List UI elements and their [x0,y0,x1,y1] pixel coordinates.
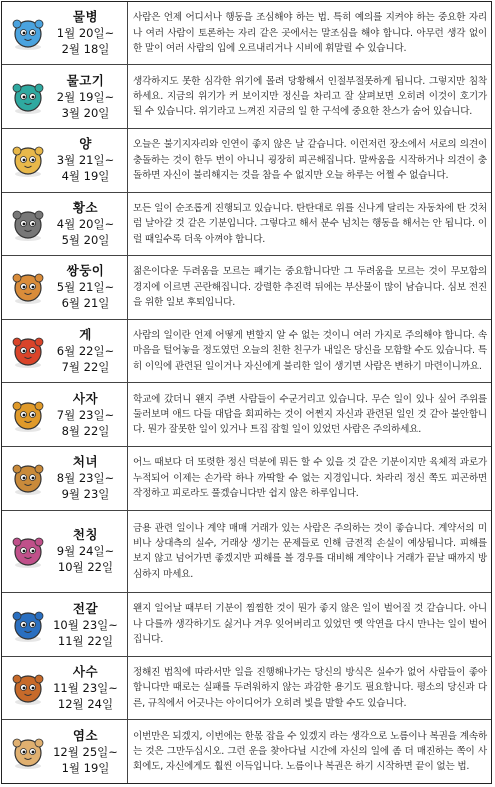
sagittarius-icon [8,668,48,708]
zodiac-row-10 [2,593,491,657]
zodiac-description: 왠지 일어날 때부터 기분이 찜찜한 것이 뭔가 좋지 않은 일이 벌어질 것 같습니다. 아니나 다를까 생각하기도 싫거나 겨우 잊어버리고 있었던 옛 악연을 다시 만나는 일이 벌어집니다. [128,593,492,657]
zodiac-date-end: 3월 20일 [61,105,110,120]
zodiac-sign-cell [2,2,128,65]
zodiac-name: 염소 [72,727,99,743]
zodiac-date-start: 10월 23일~ [53,617,118,632]
gemini-icon [8,267,48,307]
scorpio-icon [8,605,48,645]
zodiac-row-2 [2,65,491,129]
zodiac-sign-cell [2,129,128,193]
zodiac-name: 양 [79,136,92,152]
zodiac-row-12 [2,720,491,783]
zodiac-date-end: 5월 20일 [61,232,110,247]
zodiac-date-end: 11월 22일 [57,633,114,648]
zodiac-name: 게 [79,327,92,343]
zodiac-sign-cell [2,510,128,593]
zodiac-description: 학교에 갔더니 왠지 주변 사람들이 수군거리고 있습니다. 무슨 일이 있나 싶어 주위를 둘러보며 애드 다들 대답을 회피하는 것이 어쩐지 자신과 관련된 일인 것 같아 불안합니다. 뭔가 잘못한 일이 있거나 트집 잡힐 일이 있었던 사람은 주의하세요. [128,383,492,447]
taurus-icon [8,204,48,244]
zodiac-sign-cell [2,656,128,720]
zodiac-date-start: 8월 23일~ [56,471,115,486]
zodiac-date-end: 7월 22일 [61,360,110,375]
zodiac-description: 정해진 법칙에 따라서만 일을 진행해나가는 당신의 방식은 실수가 없어 사람들이 좋아합니다만 때로는 실패를 두려워하지 않는 과감한 용기도 필요합니다. 평소의 당신과 다른, 규칙에서 어긋나는 아이디어가 오히려 빛을 발할 수도 있습니다. [128,656,492,720]
libra-icon [8,531,48,571]
zodiac-name: 처녀 [72,454,99,470]
pisces-icon [8,77,48,117]
virgo-icon [8,458,48,498]
zodiac-date-start: 7월 23일~ [56,407,115,422]
zodiac-description: 모든 일이 순조롭게 진행되고 있습니다. 탄탄대로 위를 신나게 달리는 자동차에 탄 것처럼 날아갈 것 같은 기분입니다. 그렇다고 해서 분수 넘치는 행동을 해서는 안 됩니다. 이럴 때일수록 더욱 아껴야 합니다. [128,192,492,256]
zodiac-date-end: 2월 18일 [61,42,110,57]
horoscope-table-container [1,1,492,784]
zodiac-row-8 [2,446,491,510]
zodiac-name: 천칭 [72,527,99,543]
zodiac-row-7 [2,383,491,447]
zodiac-description: 생각하지도 못한 심각한 위기에 몰려 당황해서 인절부절못하게 됩니다. 그렇지만 침착하세요. 지금의 위기가 커 보이지만 정신을 차리고 잘 살펴보면 오히려 이것이 호기가 될 수 있습니다. 위기라고 느껴진 지금의 일 한 구석에 중요한 찬스가 숨어 있습니다. [128,65,492,129]
zodiac-date-start: 3월 21일~ [56,153,115,168]
zodiac-date-start: 9월 24일~ [56,544,115,559]
zodiac-description: 젊은이다운 두려움을 모르는 패기는 중요합니다만 그 두려움을 모르는 것이 무모함의 경지에 이르면 곤란해집니다. 강렬한 추진력 뒤에는 부산물이 많이 남습니다. 심보 전진을 위한 일보 후퇴입니다. [128,256,492,320]
zodiac-name: 물고기 [66,72,105,88]
zodiac-sign-cell [2,383,128,447]
zodiac-date-start: 11월 23일~ [53,681,118,696]
zodiac-date-end: 1월 19일 [61,760,110,775]
zodiac-row-1 [2,2,491,65]
zodiac-date-end: 10월 22일 [57,560,114,575]
zodiac-name: 황소 [72,199,99,215]
zodiac-sign-cell [2,256,128,320]
zodiac-name: 쌍둥이 [66,263,105,279]
zodiac-date-start: 12월 25일~ [53,744,118,759]
zodiac-sign-cell [2,446,128,510]
zodiac-row-9 [2,510,491,593]
capricorn-icon [8,732,48,772]
zodiac-sign-cell [2,65,128,129]
zodiac-description: 이번만은 되겠지, 이번에는 한몫 잡을 수 있겠지 라는 생각으로 노름이나 복권을 계속하는 것은 그만두십시오. 그런 운을 찾아다닐 시간에 자신의 일에 좀 더 매진하는 쪽이 사회에도, 자신에게도 훨씬 이득입니다. 노름이나 복권은 하기 시작하면 끝이 없는 법. [133,730,487,773]
zodiac-description: 사람은 언제 어디서나 행동을 조심해야 하는 법. 특히 예의를 지켜야 하는 중요한 자리나 여러 사람이 토론하는 자리 같은 곳에서는 말조심을 해야 합니다. 아무런 생각 없이 한 말이 여러 사람의 입에 오르내리거나 시비에 휘말릴 수 있습니다. [128,2,492,65]
zodiac-name: 사자 [72,390,99,406]
leo-icon [8,395,48,435]
zodiac-name: 물병 [72,9,99,25]
zodiac-description: 오늘은 불기지자리와 인연이 좋지 않은 날 같습니다. 이런저런 장소에서 서로의 의견이 충돌하는 것이 한두 번이 아니니 굉장히 피곤해집니다. 말싸움을 시작하거나 의견이 충돌하면 자신이 불리해지는 것을 참을 수 없지만 오늘 하루는 어쩔 수 없습니다. [128,129,492,193]
zodiac-row-5 [2,256,491,320]
zodiac-date-start: 1월 20일~ [56,26,115,41]
zodiac-description: 어느 때보다 더 또렷한 정신 덕분에 뭐든 할 수 있을 것 같은 기분이지만 육체적 과로가 누적되어 이제는 손가락 하나 까딱할 수 없는 지경입니다. 차라리 정신 쪽도 피곤하면 작정하고 피로라도 풀겠습니다만 쉽지 않은 하루입니다. [128,446,492,510]
zodiac-row-4 [2,192,491,256]
zodiac-date-end: 8월 22일 [61,423,110,438]
zodiac-date-end: 12월 24일 [57,697,114,712]
zodiac-row-6 [2,319,491,383]
zodiac-row-11 [2,656,491,720]
zodiac-sign-cell [2,720,128,783]
zodiac-sign-cell [2,192,128,256]
zodiac-row-3 [2,129,491,193]
zodiac-date-start: 2월 19일~ [56,89,115,104]
aries-icon [8,140,48,180]
cancer-icon [8,331,48,371]
zodiac-sign-cell [2,593,128,657]
zodiac-date-start: 4월 20일~ [56,216,115,231]
zodiac-name: 사수 [72,664,99,680]
zodiac-date-start: 5월 21일~ [56,280,115,295]
horoscope-table [2,2,491,783]
zodiac-date-end: 9월 23일 [61,487,110,502]
zodiac-sign-cell [2,319,128,383]
zodiac-date-end: 4월 19일 [61,169,110,184]
aquarius-icon [8,13,48,53]
zodiac-description: 사람의 일이란 언제 어떻게 변할지 알 수 없는 것이니 여러 가지로 주의해야 합니다. 속마음을 털어놓을 정도였던 오늘의 친한 친구가 내일은 당신을 모함할 수도 있습니다. 특히 이익에 관련된 일이거나 자신에게 불리한 일이 생기면 사람은 변하기 마련이니까요. [128,319,492,383]
zodiac-description: 금용 관련 일이나 계약 매매 거래가 있는 사람은 주의하는 것이 좋습니다. 계약서의 미비나 상대측의 실수, 거래상 생기는 문제들로 인해 금전적 손실이 예상됩니다. 피해를 보지 않고 넘어가면 좋겠지만 피해를 볼 경우를 대비해 계약이나 거래가 끝날 때까지 방심하지 마세요. [128,510,492,593]
zodiac-name: 전갈 [72,600,99,616]
zodiac-date-start: 6월 22일~ [56,344,115,359]
zodiac-date-end: 6월 21일 [61,296,110,311]
